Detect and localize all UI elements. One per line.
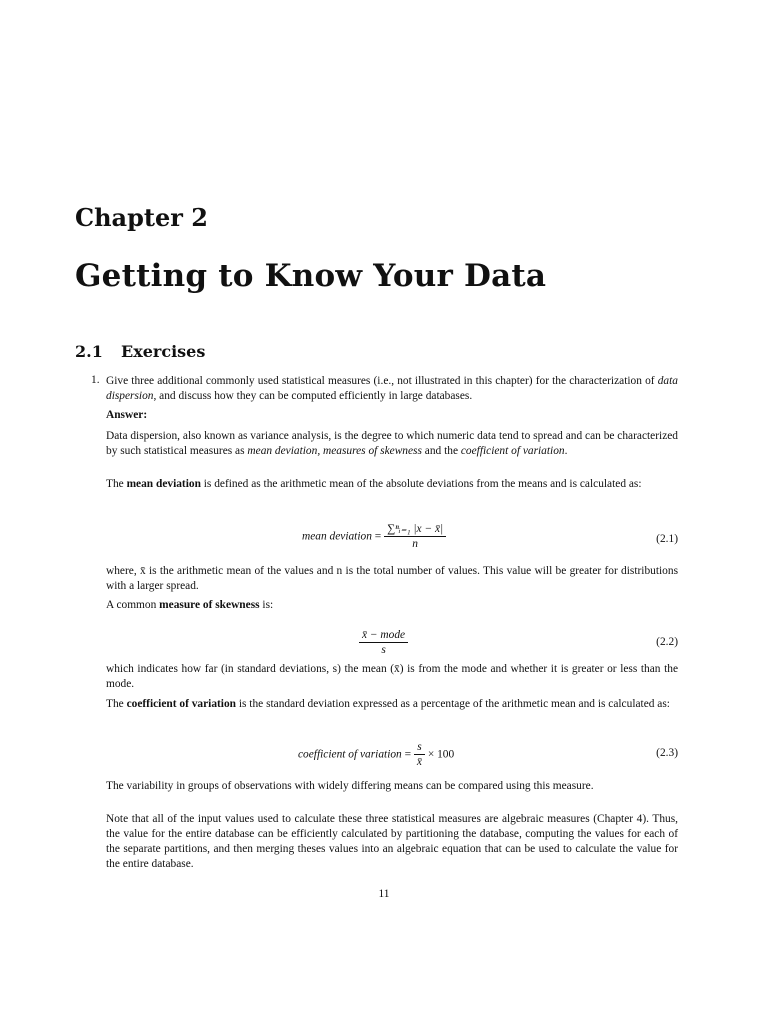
eq1-lhs: mean deviation [302, 530, 372, 543]
chapter-label: Chapter 2 [75, 203, 208, 232]
paragraph-note: Note that all of the input values used to calculate these three statistical measures are algebraic measures (Chapter 4). Thus, the value for the entire database can be efficiently calculated by partitioning the database, computing the values for each of the separate partitions, and then merging theses values into an algebraic equation that can be used to calculate the value for the entire database. [106, 813, 678, 870]
section-title: Exercises [121, 342, 206, 361]
eq1-number: (2.1) [656, 533, 678, 545]
eq3-fraction: $\frac{s}{x̄}$ [414, 740, 425, 769]
paragraph-dispersion: Data dispersion, also known as variance analysis, is the degree to which numeric data tend to spread and can be characterized by such statistical measures as mean deviation, measures of skewness and the coefficient of variation. [106, 430, 678, 457]
section-number: 2.1 [75, 342, 103, 361]
paragraph-skewness-explanation: which indicates how far (in standard deviations, s) the mean (x̄) is from the mode and whether it is greater or less than the mode. [106, 663, 678, 690]
eq2-fraction: $\frac{\text{x̄ − mode}}{s}$ [359, 628, 408, 657]
paragraph-skewness: A common measure of skewness is: [106, 599, 274, 611]
exercise-question: Give three additional commonly used statistical measures (i.e., not illustrated in this chapter) for the characterization of data dispersion, and discuss how they can be computed efficiently in large databases. [106, 375, 678, 402]
page-number: 11 [378, 888, 390, 900]
section-heading [75, 342, 205, 361]
document-page: Chapter 2 Getting to Know Your Data 2.1 Exercises 1. Give three additional commonly used statistical measures (i.e., not illustrated in this chapter) for the characterization of data dispersion, and discuss how they can be computed efficiently in large databases. Answer: Data dispersion, also known as variance analysis, is the degree to which numeric data tend to spread and can be characterized by such statistical measures as mean deviation, measures of skewness and the coefficient of variation. The mean deviation is defined as the arithmetic mean of the absolute deviations from the means and is calculated as: mean deviation = $\frac{\text{∑ⁿᵢ₌₁ |x − x̄|}}{n}$ (2.1) where, x̄ is the arithmetic mean of the values and n is the total number of values. This value will be greater for distributions with a larger spread. A common measure of skewness is: $\frac{\text{x̄ − mode}}{s}$ (2.2) which indicates how far (in standard deviations, s) the mean (x̄) is from the mode and whether it is greater or less than the mode. The coefficient of variation is the standard deviation expressed as a percentage of the arithmetic mean and is calculated as: coefficient of variation = $\frac{s}{x̄}$ × 100 (2.3) The variability in groups of observations with widely differing means can be compared using this measure. Note that all of the input values used to calculate these three statistical measures are algebraic measures (Chapter 4). Thus, the value for the entire database can be efficiently calculated by partitioning the database, computing the values for each of the separate partitions, and then merging theses values into an algebraic equation that can be used to calculate the value for the entire database. 11 [0, 0, 768, 1024]
eq3-number: (2.3) [656, 747, 678, 759]
eq2-number: (2.2) [656, 636, 678, 648]
paragraph-variability: The variability in groups of observations with widely differing means can be compared using this measure. [106, 780, 594, 792]
eq1-fraction: $\frac{\text{∑ⁿᵢ₌₁ |x − x̄|}}{n}$ [384, 522, 446, 551]
exercise-number: 1. [91, 374, 100, 386]
eq3-rhs: × 100 [427, 748, 455, 761]
chapter-title: Getting to Know Your Data [75, 258, 547, 294]
paragraph-coefficient: The coefficient of variation is the standard deviation expressed as a percentage of the arithmetic mean and is calculated as: [106, 698, 670, 710]
eq3-lhs: coefficient of variation [298, 748, 402, 761]
paragraph-mean-deviation: The mean deviation is defined as the arithmetic mean of the absolute deviations from the means and is calculated as: [106, 478, 642, 490]
paragraph-where: where, x̄ is the arithmetic mean of the values and n is the total number of values. This value will be greater for distributions with a larger spread. [106, 565, 678, 592]
answer-label: Answer: [106, 409, 148, 421]
